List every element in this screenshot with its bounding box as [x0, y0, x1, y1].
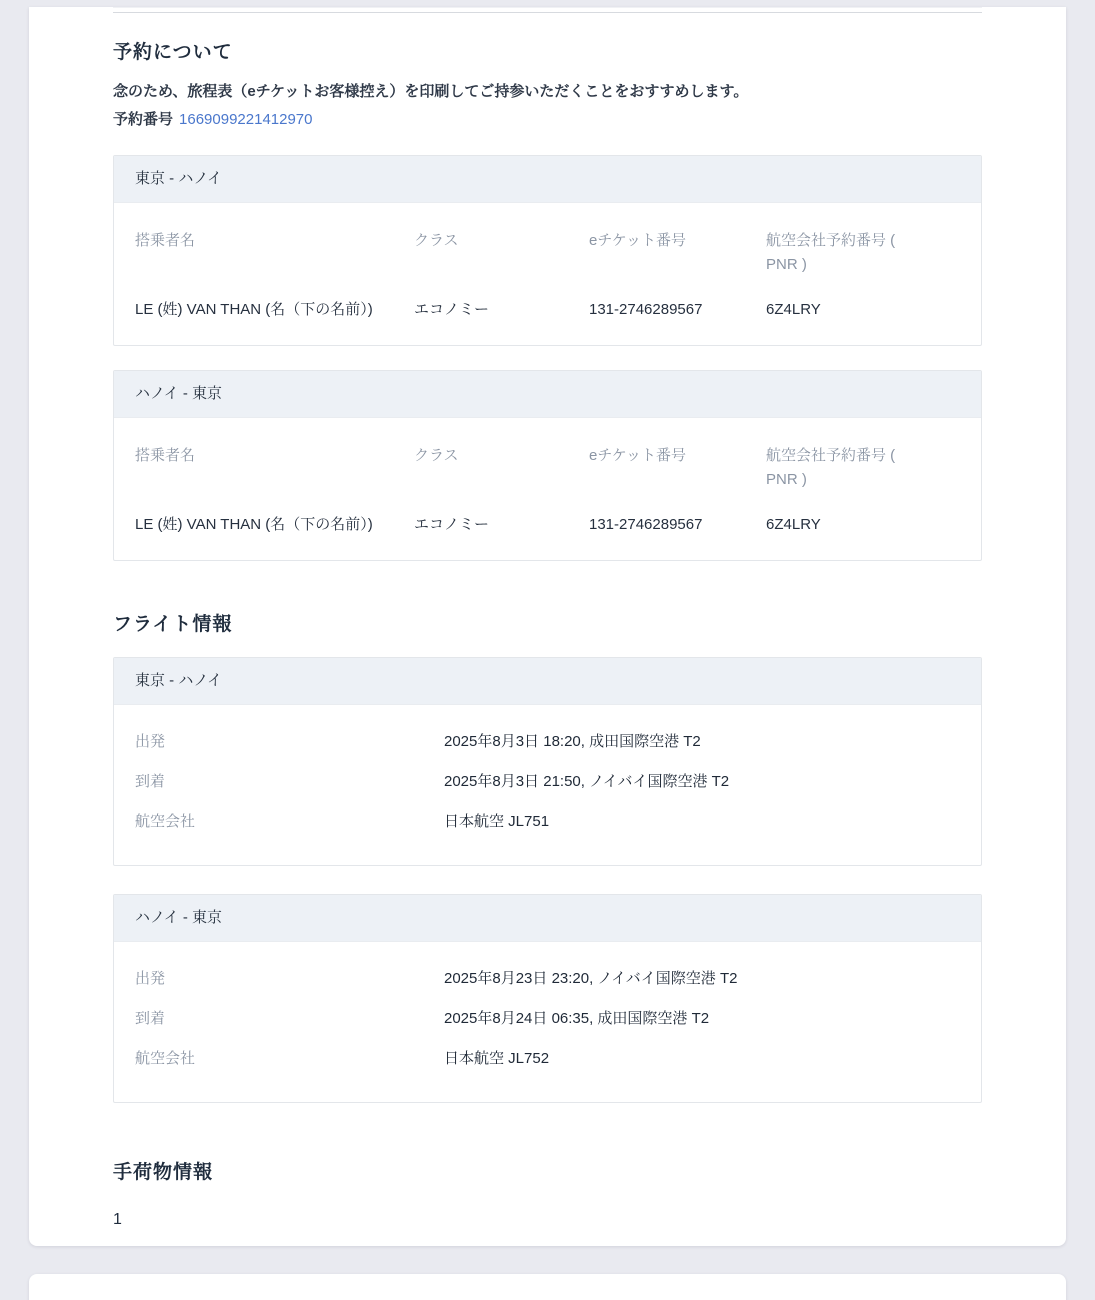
booking-confirmation-card [29, 7, 1066, 1246]
passenger-table-tokyo-hanoi [113, 155, 982, 346]
arrival-label: 到着 [135, 773, 166, 790]
passenger-eticket: 131-2746289567 [589, 301, 703, 318]
next-section-card [29, 1274, 1066, 1300]
booking-number-link[interactable]: 1669099221412970 [179, 111, 313, 128]
column-header-pnr: 航空会社予約番号 ( PNR ) [766, 232, 896, 273]
passenger-row [135, 297, 960, 323]
passenger-pnr: 6Z4LRY [766, 516, 821, 533]
flight-row-departure [135, 729, 960, 754]
booking-note: 念のため、旅程表（eチケットお客様控え）を印刷してご持参いただくことをおすすめします。 [113, 83, 749, 100]
booking-number-line [113, 109, 982, 131]
route-header: ハノイ - 東京 [114, 371, 981, 418]
baggage-section-title: 手荷物情報 [113, 1162, 214, 1183]
baggage-content: 1 [113, 1211, 122, 1228]
passenger-eticket: 131-2746289567 [589, 516, 703, 533]
flight-row-arrival [135, 1006, 960, 1031]
departure-label: 出発 [135, 970, 166, 987]
column-header-class: クラス [414, 232, 459, 249]
flight-table-body [114, 705, 981, 865]
flight-row-airline [135, 809, 960, 834]
passenger-table-body [114, 418, 981, 560]
passenger-class: エコノミー [414, 516, 490, 533]
airline-label: 航空会社 [135, 1050, 196, 1067]
passenger-class: エコノミー [414, 301, 490, 318]
flight-row-departure [135, 966, 960, 991]
booking-section-title: 予約について [113, 42, 233, 63]
arrival-value: 2025年8月24日 06:35, 成田国際空港 T2 [444, 1010, 710, 1027]
column-header-eticket: eチケット番号 [589, 232, 686, 249]
route-header: ハノイ - 東京 [114, 895, 981, 942]
flight-row-arrival [135, 769, 960, 794]
airline-value: 日本航空 JL752 [444, 1050, 550, 1067]
booking-number-label: 予約番号 [113, 111, 174, 128]
airline-label: 航空会社 [135, 813, 196, 830]
departure-value: 2025年8月3日 18:20, 成田国際空港 T2 [444, 733, 701, 750]
passenger-table-body [114, 203, 981, 345]
flight-table-tokyo-hanoi [113, 657, 982, 866]
flight-table-hanoi-tokyo [113, 894, 982, 1103]
section-divider [113, 7, 982, 13]
passenger-name: LE (姓) VAN THAN (名（下の名前）) [135, 516, 373, 533]
passenger-table-hanoi-tokyo [113, 370, 982, 561]
flight-row-airline [135, 1046, 960, 1071]
flight-table-body [114, 942, 981, 1102]
arrival-label: 到着 [135, 1010, 166, 1027]
column-header-passenger-name: 搭乗者名 [135, 447, 196, 464]
passenger-row [135, 512, 960, 538]
column-header-passenger-name: 搭乗者名 [135, 232, 196, 249]
column-header-class: クラス [414, 447, 459, 464]
passenger-column-headers [135, 444, 960, 492]
passenger-pnr: 6Z4LRY [766, 301, 821, 318]
passenger-column-headers [135, 229, 960, 277]
departure-value: 2025年8月23日 23:20, ノイバイ国際空港 T2 [444, 970, 738, 987]
column-header-pnr: 航空会社予約番号 ( PNR ) [766, 447, 896, 488]
airline-value: 日本航空 JL751 [444, 813, 550, 830]
passenger-name: LE (姓) VAN THAN (名（下の名前）) [135, 301, 373, 318]
flight-info-title: フライト情報 [113, 614, 233, 635]
arrival-value: 2025年8月3日 21:50, ノイバイ国際空港 T2 [444, 773, 730, 790]
route-header: 東京 - ハノイ [114, 156, 981, 203]
departure-label: 出発 [135, 733, 166, 750]
route-header: 東京 - ハノイ [114, 658, 981, 705]
column-header-eticket: eチケット番号 [589, 447, 686, 464]
